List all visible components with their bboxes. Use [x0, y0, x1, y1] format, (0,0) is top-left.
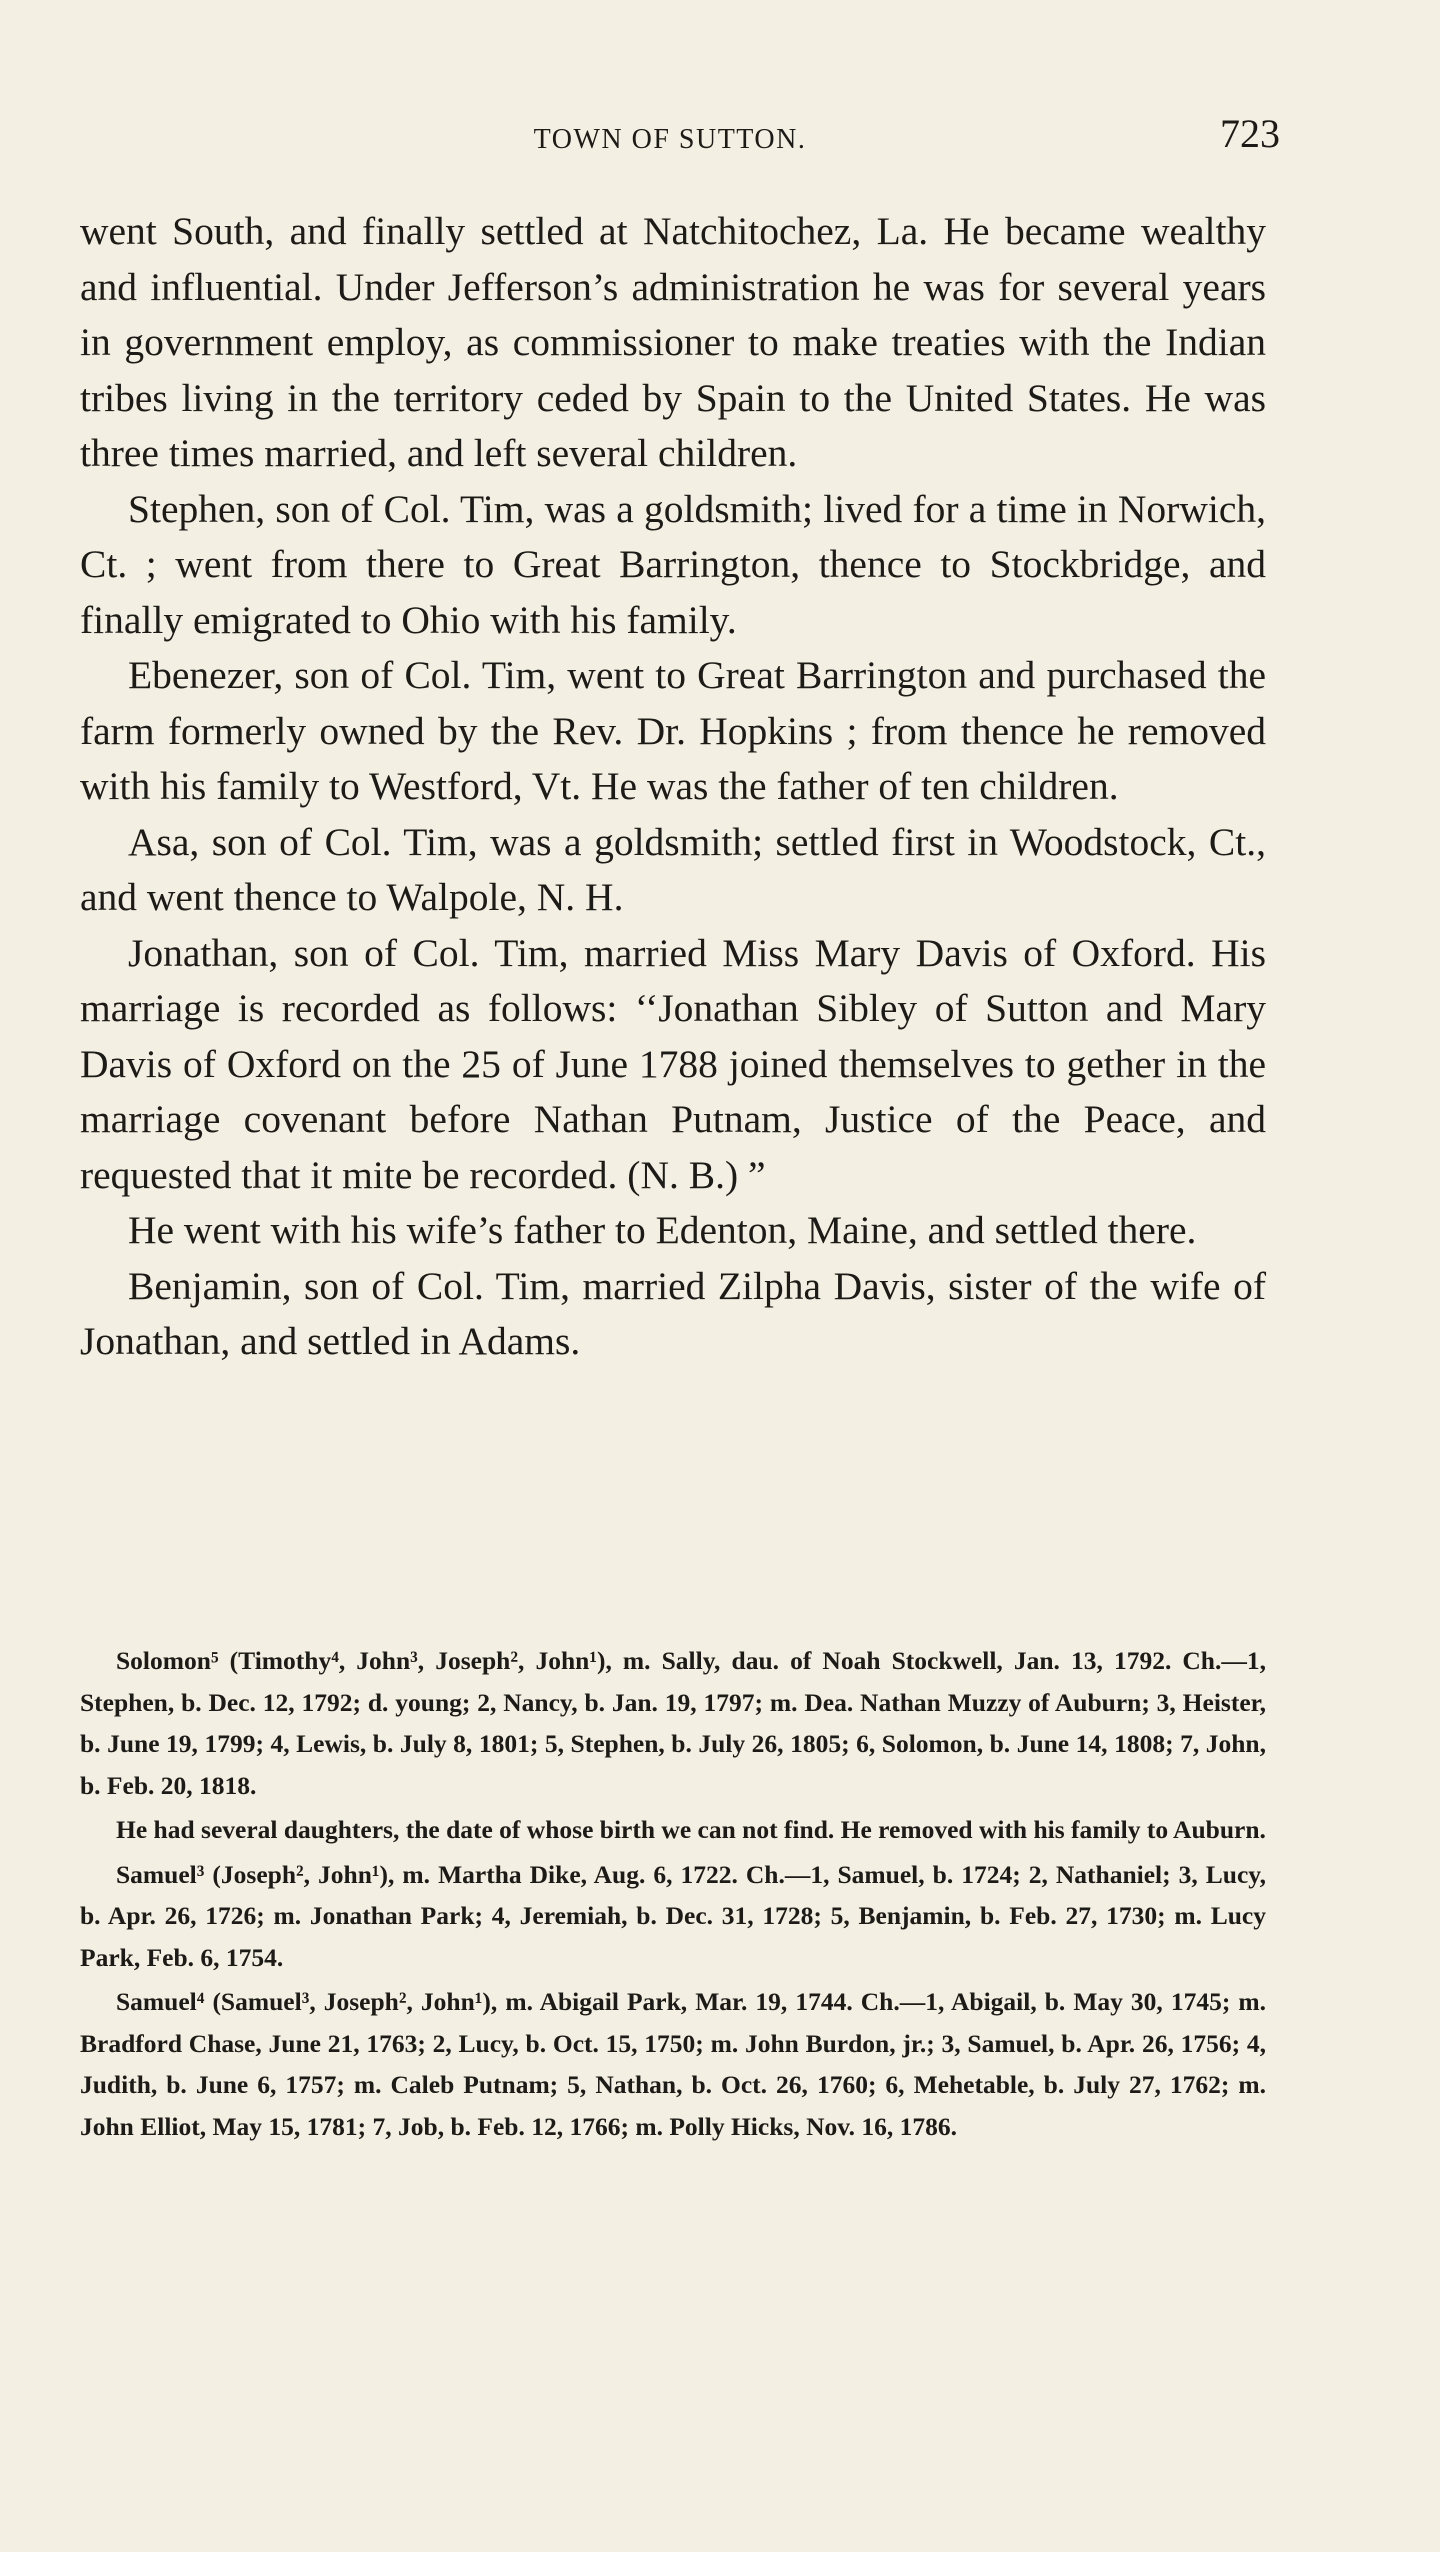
note-daughters: He had several daughters, the date of whose birth we can not find. He removed with his family to Auburn.: [116, 1815, 1266, 1844]
note-solomon: Solomon⁵ (Timothy⁴, John³, Joseph², John¹), m. Sally, dau. of Noah Stockwell, Jan. 13, 1792. Ch.—1, Stephen, b. Dec. 12, 1792; d. young; 2, Nancy, b. Jan. 19, 1797; m. Dea. Nathan Muzzy of Auburn; 3, Heister, b. June 19, 1799; 4, Lewis, b. July 8, 1801; 5, Stephen, b. July 26, 1805; 6, Solomon, b. June 14, 1808; 7, John, b. Feb. 20, 1818.: [80, 1646, 1266, 1800]
paragraph-stephen: Stephen, son of Col. Tim, was a goldsmith; lived for a time in Norwich, Ct. ; went from there to Great Barrington, thence to Stockbridge, and finally emigrated to Ohio with his family.: [80, 486, 1266, 642]
note-samuel-3: Samuel³ (Joseph², John¹), m. Martha Dike, Aug. 6, 1722. Ch.—1, Samuel, b. 1724; 2, Nathaniel; 3, Lucy, b. Apr. 26, 1726; m. Jonathan Park; 4, Jeremiah, b. Dec. 31, 1728; 5, Benjamin, b. Feb. 27, 1730; m. Lucy Park, Feb. 6, 1754.: [80, 1859, 1266, 1972]
paragraph-ebenezer: Ebenezer, son of Col. Tim, went to Great Barrington and purchased the farm formerly owned by the Rev. Dr. Hopkins ; from thence he removed with his family to Westford, Vt. He was the father of ten children.: [80, 653, 1266, 808]
main-text: [80, 204, 1266, 1370]
page-number: 723: [1220, 111, 1280, 156]
paragraph-continuation: went South, and finally settled at Natchitochez, La. He became wealthy and influential. Under Jefferson’s administration he was for several years in government employ, as commissioner to make treaties with the Indian tribes living in the territory ceded by Spain to the United States. He was three times married, and left several children.: [80, 209, 1266, 475]
genealogy-notes: [80, 1640, 1266, 2147]
paragraph-asa: Asa, son of Col. Tim, was a goldsmith; settled first in Woodstock, Ct., and went thence to Walpole, N. H.: [80, 819, 1266, 919]
note-samuel-4: Samuel⁴ (Samuel³, Joseph², John¹), m. Abigail Park, Mar. 19, 1744. Ch.—1, Abigail, b. May 30, 1745; m. Bradford Chase, June 21, 1763; 2, Lucy, b. Oct. 15, 1750; m. John Burdon, jr.; 3, Samuel, b. Apr. 26, 1756; 4, Judith, b. June 6, 1757; m. Caleb Putnam; 5, Nathan, b. Oct. 26, 1760; 6, Mehetable, b. July 27, 1762; m. John Elliot, May 15, 1781; 7, Job, b. Feb. 12, 1766; m. Polly Hicks, Nov. 16, 1786.: [80, 1987, 1266, 2141]
running-head: [80, 110, 1280, 170]
paragraph-edenton: He went with his wife’s father to Edenton, Maine, and settled there.: [128, 1208, 1197, 1252]
paragraph-benjamin: Benjamin, son of Col. Tim, married Zilpha Davis, sister of the wife of Jonathan, and settled in Adams.: [80, 1263, 1266, 1363]
paragraph-jonathan: Jonathan, son of Col. Tim, married Miss Mary Davis of Oxford. His marriage is recorded as follows: ‘‘Jonathan Sibley of Sutton and Mary Davis of Oxford on the 25 of June 1788 joined themselves to gether in the marriage covenant before Nathan Putnam, Justice of the Peace, and requested that it mite be recorded. (N. B.) ”: [80, 930, 1266, 1197]
running-title: TOWN OF SUTTON.: [533, 124, 807, 155]
